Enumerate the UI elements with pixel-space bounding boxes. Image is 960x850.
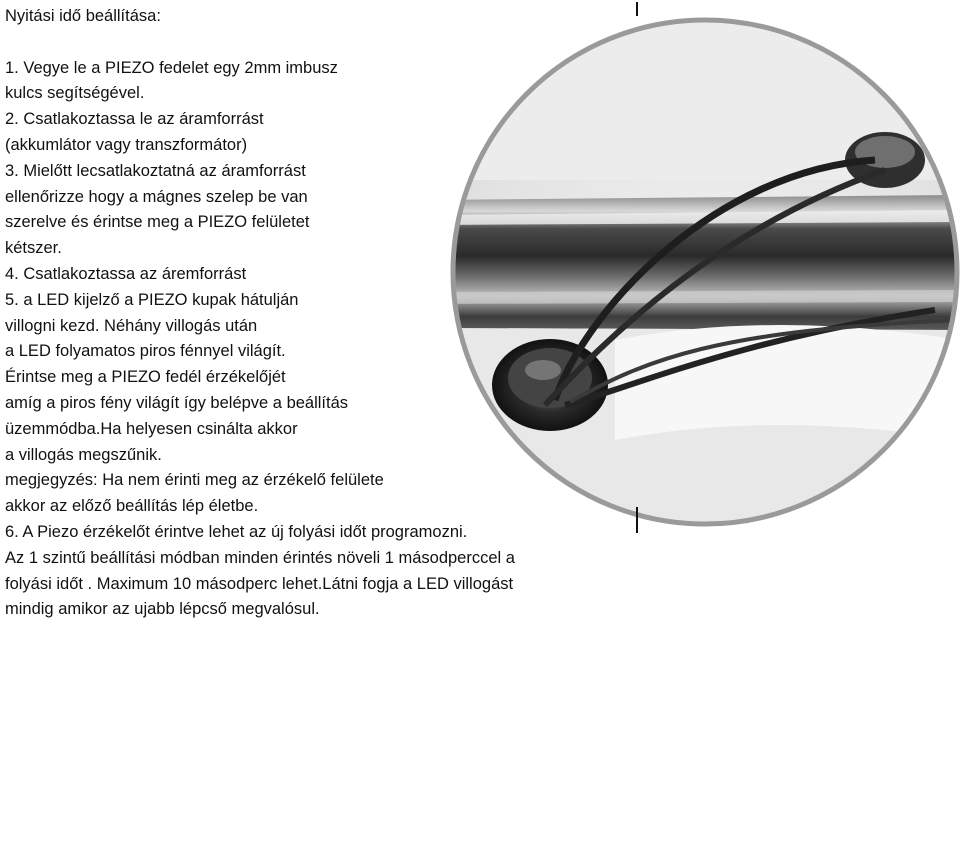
text-line: kulcs segítségével. bbox=[5, 84, 145, 103]
text-line: (akkumlátor vagy transzformátor) bbox=[5, 135, 248, 154]
text-line: 3. Mielőtt lecsatlakoztatná az áramforrást bbox=[5, 161, 306, 180]
text-line: 6. A Piezo érzékelőt érintve lehet az új folyási időt programozni. bbox=[5, 522, 468, 541]
text-line: megjegyzés: Ha nem érinti meg az érzékelő felülete bbox=[5, 471, 384, 490]
text-line: szerelve és érintse meg a PIEZO felületet bbox=[5, 213, 310, 232]
text-line: Érintse meg a PIEZO fedél érzékelőjét bbox=[5, 368, 286, 387]
instructions bbox=[5, 4, 605, 623]
text-line: Az 1 szintű beállítási módban minden érintés növeli 1 másodperccel a bbox=[5, 548, 515, 567]
text-line: 4. Csatlakoztassa az áremforrást bbox=[5, 264, 247, 283]
text-line: villogni kezd. Néhány villogás után bbox=[5, 316, 258, 335]
text-line: a LED folyamatos piros fénnyel világít. bbox=[5, 342, 286, 361]
text-line: kétszer. bbox=[5, 239, 62, 258]
spacer bbox=[5, 30, 605, 56]
text-line: 5. a LED kijelző a PIEZO kupak hátulján bbox=[5, 290, 299, 309]
text-line: üzemmódba.Ha helyesen csinálta akkor bbox=[5, 419, 298, 438]
text-line: ellenőrizze hogy a mágnes szelep be van bbox=[5, 187, 308, 206]
text-line: amíg a piros fény világít így belépve a beállítás bbox=[5, 393, 349, 412]
text-line: folyási időt . Maximum 10 másodperc lehet.Látni fogja a LED villogást bbox=[5, 574, 514, 593]
text-line: mindig amikor az ujabb lépcső megvalósul. bbox=[5, 600, 320, 619]
text-line: akkor az előző beállítás lép életbe. bbox=[5, 497, 259, 516]
top-tick-mark bbox=[636, 2, 638, 16]
text-line: 2. Csatlakoztassa le az áramforrást bbox=[5, 110, 264, 129]
text-line: 1. Vegye le a PIEZO fedelet egy 2mm imbusz bbox=[5, 58, 338, 77]
document-title: Nyitási idő beállítása: bbox=[5, 7, 161, 25]
text-line: a villogás megszűnik. bbox=[5, 445, 162, 464]
bottom-tick-mark bbox=[636, 507, 638, 533]
